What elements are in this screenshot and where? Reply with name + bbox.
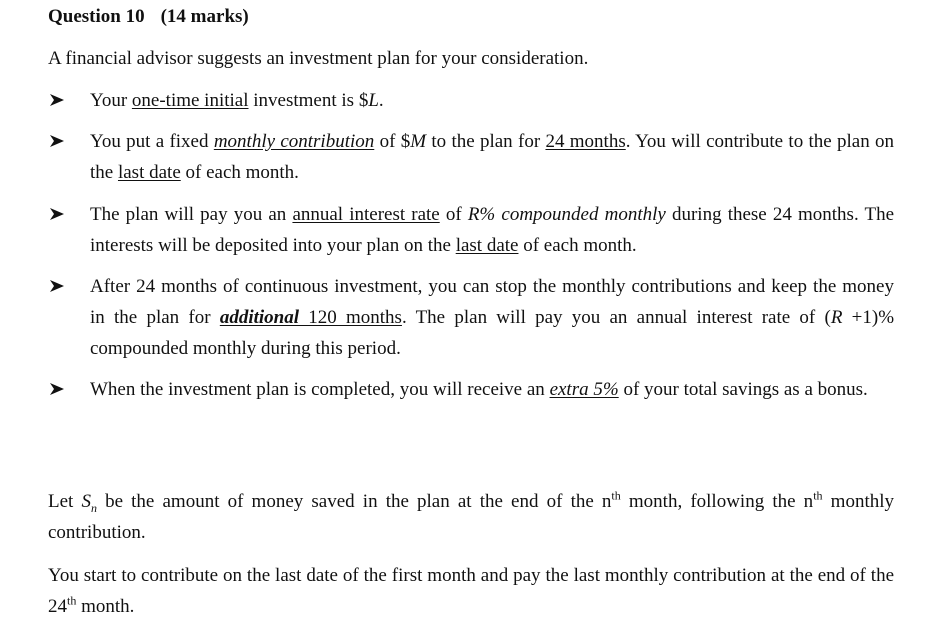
bullet-item-2: [50, 126, 894, 188]
underlined-phrase: last date: [117, 162, 181, 183]
emphasized-phrase: monthly contribution: [213, 131, 375, 152]
bullet-text: Your one-time initial investment is $L.: [90, 90, 384, 111]
underlined-phrase: 24 months: [545, 131, 626, 152]
bullet-text: After 24 months of continuous investment, you can stop the monthly contributions and keep the money in the plan for additional 120 months. The plan will pay you an annual interest rate of (R +1)% compounded monthly during this period.: [90, 276, 895, 359]
bullet-text: You put a fixed monthly contribution of $M to the plan for 24 months. You will contribute to the plan on the last date of each month.: [90, 131, 895, 183]
contribution-paragraph: You start to contribute on the last date of the first month and pay the last monthly contribution at the end of the 24th month.: [48, 565, 894, 617]
arrowhead-bullet-icon: [50, 374, 66, 405]
arrowhead-bullet-icon: [50, 271, 66, 302]
bullet-item-4: [50, 271, 894, 364]
math-variable: L: [368, 90, 379, 111]
bullet-item-3: [50, 199, 894, 261]
question-number: Question 10: [48, 6, 145, 27]
question-marks: (14 marks): [160, 6, 249, 27]
definition-paragraph: Let $S_n$ be the amount of money saved in the plan at the end of the $n^{th}$ month, following the $n^{th}$ monthly contribution.: [48, 488, 894, 543]
emphasized-phrase: extra 5%: [549, 379, 619, 400]
underlined-phrase: 120 months: [299, 307, 402, 328]
question-heading: [48, 6, 249, 28]
math-subscript: n: [90, 500, 97, 515]
math-variable: R%: [467, 204, 496, 225]
math-variable: R: [830, 307, 843, 328]
bullet-text: When the investment plan is completed, you will receive an extra 5% of your total savings as a bonus.: [90, 379, 868, 400]
arrowhead-bullet-icon: [50, 199, 66, 230]
bullet-item-5: [50, 374, 894, 405]
underlined-phrase: one-time initial: [131, 90, 249, 111]
bullet-text: The plan will pay you an annual interest rate of R% compounded monthly during these 24 months. The interests will be deposited into your plan on the last date of each month.: [90, 204, 895, 256]
bold-emphasis: additional: [219, 307, 299, 328]
bullet-item-1: [50, 85, 894, 116]
math-variable: M: [410, 131, 427, 152]
arrowhead-bullet-icon: [50, 126, 66, 157]
emphasized-phrase: compounded monthly: [501, 204, 666, 225]
intro-paragraph: A financial advisor suggests an investment plan for your consideration.: [48, 48, 589, 69]
underlined-phrase: last date: [455, 235, 519, 256]
underlined-phrase: annual interest rate: [292, 204, 440, 225]
math-variable: S: [81, 491, 91, 512]
arrowhead-bullet-icon: [50, 85, 66, 116]
